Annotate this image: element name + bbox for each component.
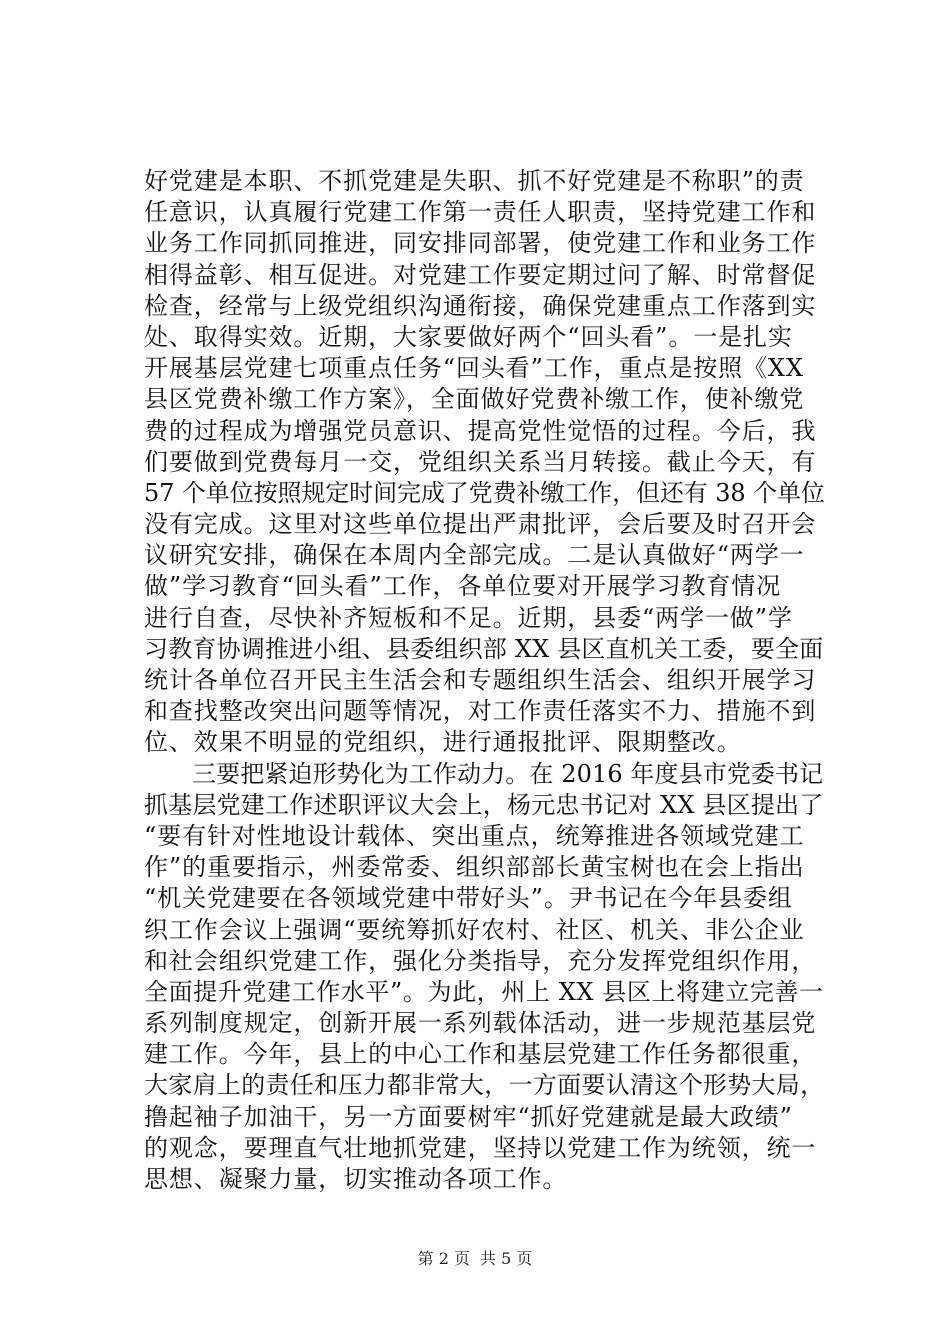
page-footer bbox=[0, 1249, 950, 1269]
text-line: 好党建是本职、不抓党建是失职、抓不好党建是不称职”的责 bbox=[144, 167, 805, 195]
text-line: 议研究安排，确保在本周内全部完成。二是认真做好“两学一 bbox=[144, 541, 805, 570]
text-line: 作”的重要指示，州委常委、组织部部长黄宝树也在会上指出 bbox=[144, 853, 805, 882]
text-line: 统计各单位召开民主生活会和专题组织生活会、组织开展学习 bbox=[144, 666, 817, 694]
text-line: 大家肩上的责任和压力都非常大，一方面要认清这个形势大局， bbox=[144, 1071, 825, 1100]
text-line: 们要做到党费每月一交，党组织关系当月转接。截止今天，有 bbox=[144, 447, 817, 476]
page-number-total: 共 5 页 bbox=[480, 1249, 533, 1268]
text-line: 习教育协调推进小组、县委组织部 XX 县区直机关工委，要全面 bbox=[144, 634, 824, 663]
text-line: 任意识，认真履行党建工作第一责任人职责，坚持党建工作和 bbox=[144, 198, 817, 227]
text-line: 织工作会议上强调“要统筹抓好农村、社区、机关、非公企业 bbox=[144, 915, 805, 944]
page-number-current: 第 2 页 bbox=[417, 1249, 470, 1268]
text-line: 和社会组织党建工作，强化分类指导，充分发挥党组织作用， bbox=[144, 946, 817, 975]
text-line: 做”学习教育“回头看”工作，各单位要对开展学习教育情况 bbox=[144, 572, 782, 601]
text-line: 位、效果不明显的党组织，进行通报批评、限期整改。 bbox=[144, 728, 742, 757]
text-line: 处、取得实效。近期，大家要做好两个“回头看”。一是扎实 bbox=[144, 322, 793, 351]
text-line: 建工作。今年，县上的中心工作和基层党建工作任务都很重， bbox=[144, 1040, 817, 1069]
document-body bbox=[144, 166, 824, 1195]
text-line: 没有完成。这里对这些单位提出严肃批评，会后要及时召开会 bbox=[144, 510, 817, 539]
text-line: 抓基层党建工作述职评议大会上，杨元忠书记对 XX 县区提出了 bbox=[144, 790, 824, 819]
text-line: 思想、凝聚力量，切实推动各项工作。 bbox=[144, 1165, 568, 1193]
text-line: “机关党建要在各领域党建中带好头”。尹书记在今年县委组 bbox=[144, 884, 793, 913]
text-line: 和查找整改突出问题等情况，对工作责任落实不力、措施不到 bbox=[144, 697, 817, 726]
text-line: 费的过程成为增强党员意识、提高党性觉悟的过程。今后，我 bbox=[144, 416, 817, 445]
text-line: 开展基层党建七项重点任务“回头看”工作，重点是按照《XX bbox=[144, 354, 804, 383]
text-line: 进行自查，尽快补齐短板和不足。近期，县委“两学一做”学 bbox=[144, 603, 793, 632]
text-line: 检查，经常与上级党组织沟通衔接，确保党建重点工作落到实 bbox=[144, 291, 817, 320]
text-line: 相得益彰、相互促进。对党建工作要定期过问了解、时常督促 bbox=[144, 260, 817, 289]
text-line: 57 个单位按照规定时间完成了党费补缴工作，但还有 38 个单位 bbox=[144, 478, 825, 507]
text-line: 全面提升党建工作水平”。为此，州上 XX 县区上将建立完善一 bbox=[144, 977, 824, 1006]
text-line: 的观念，要理直气壮地抓党建，坚持以党建工作为统领，统一 bbox=[144, 1133, 817, 1162]
text-line: 三要把紧迫形势化为工作动力。在 2016 年度县市党委书记 bbox=[192, 759, 824, 788]
text-line: “要有针对性地设计载体、突出重点，统筹推进各领域党建工 bbox=[144, 821, 805, 850]
text-line: 业务工作同抓同推进，同安排同部署，使党建工作和业务工作 bbox=[144, 229, 817, 258]
text-line: 撸起袖子加油干，另一方面要树牢“抓好党建就是最大政绩” bbox=[144, 1102, 793, 1131]
text-line: 县区党费补缴工作方案》，全面做好党费补缴工作，使补缴党 bbox=[144, 385, 805, 414]
text-line: 系列制度规定，创新开展一系列载体活动，进一步规范基层党 bbox=[144, 1009, 817, 1038]
